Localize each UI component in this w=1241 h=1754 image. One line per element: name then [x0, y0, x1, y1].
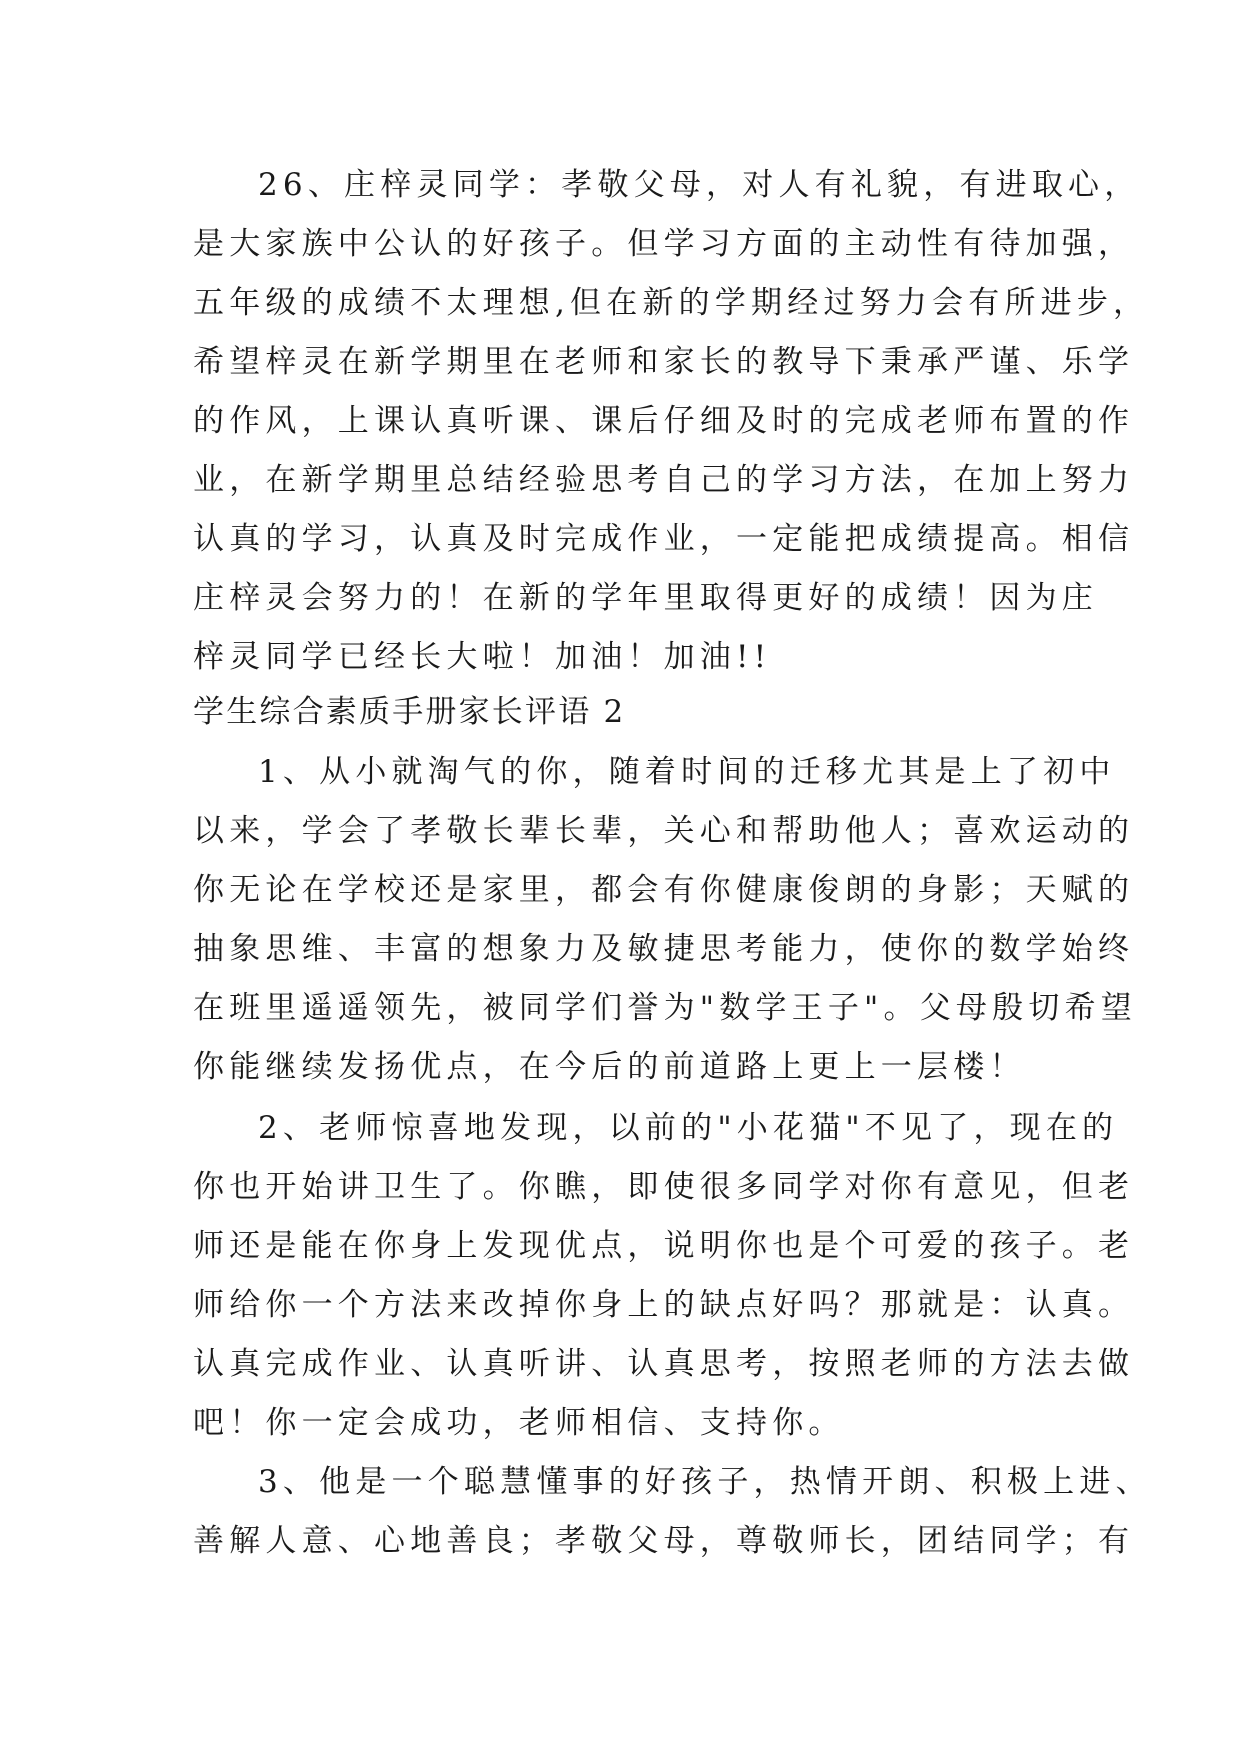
paragraph-1-line: 以来，学会了孝敬长辈长辈，关心和帮助他人；喜欢运动的 — [193, 813, 1135, 849]
paragraph-26-line: 26、庄梓灵同学：孝敬父母，对人有礼貌，有进取心， — [258, 167, 1141, 203]
paragraph-2-line: 认真完成作业、认真听讲、认真思考，按照老师的方法去做 — [193, 1346, 1135, 1382]
paragraph-2-line: 你也开始讲卫生了。你瞧，即使很多同学对你有意见，但老 — [193, 1169, 1135, 1205]
paragraph-26-line: 的作风，上课认真听课、课后仔细及时的完成老师布置的作 — [193, 403, 1135, 439]
paragraph-1-line: 抽象思维、丰富的想象力及敏捷思考能力，使你的数学始终 — [193, 931, 1135, 967]
paragraph-2-line: 师还是能在你身上发现优点，说明你也是个可爱的孩子。老 — [193, 1228, 1135, 1264]
paragraph-1-line: 你能继续发扬优点，在今后的前道路上更上一层楼！ — [193, 1049, 1026, 1085]
paragraph-2-line: 师给你一个方法来改掉你身上的缺点好吗？那就是：认真。 — [193, 1287, 1135, 1323]
paragraph-3-line: 善解人意、心地善良；孝敬父母，尊敬师长，团结同学；有 — [193, 1523, 1135, 1559]
paragraph-3-line: 3、他是一个聪慧懂事的好孩子，热情开朗、积极上进、 — [258, 1464, 1152, 1500]
paragraph-1-line: 1、从小就淘气的你，随着时间的迁移尤其是上了初中 — [258, 754, 1116, 790]
paragraph-26-line: 是大家族中公认的好孩子。但学习方面的主动性有待加强， — [193, 226, 1135, 262]
paragraph-26-line: 希望梓灵在新学期里在老师和家长的教导下秉承严谨、乐学 — [193, 344, 1135, 380]
paragraph-26-line: 认真的学习，认真及时完成作业，一定能把成绩提高。相信 — [193, 521, 1135, 557]
paragraph-2-line: 吧！你一定会成功，老师相信、支持你。 — [193, 1405, 845, 1441]
paragraph-1-line: 你无论在学校还是家里，都会有你健康俊朗的身影；天赋的 — [193, 872, 1135, 908]
paragraph-2-line: 2、老师惊喜地发现，以前的"小花猫"不见了，现在的 — [258, 1110, 1119, 1146]
paragraph-26-line: 庄梓灵会努力的！在新的学年里取得更好的成绩！因为庄 — [193, 580, 1098, 616]
section-heading: 学生综合素质手册家长评语 2 — [193, 694, 626, 730]
paragraph-26-line: 业，在新学期里总结经验思考自己的学习方法，在加上努力 — [193, 462, 1135, 498]
paragraph-1-line: 在班里遥遥领先，被同学们誉为"数学王子"。父母殷切希望 — [193, 990, 1137, 1026]
paragraph-26-line: 梓灵同学已经长大啦！加油！加油!! — [193, 639, 772, 675]
paragraph-26-line: 五年级的成绩不太理想,但在新的学期经过努力会有所进步， — [193, 285, 1150, 321]
